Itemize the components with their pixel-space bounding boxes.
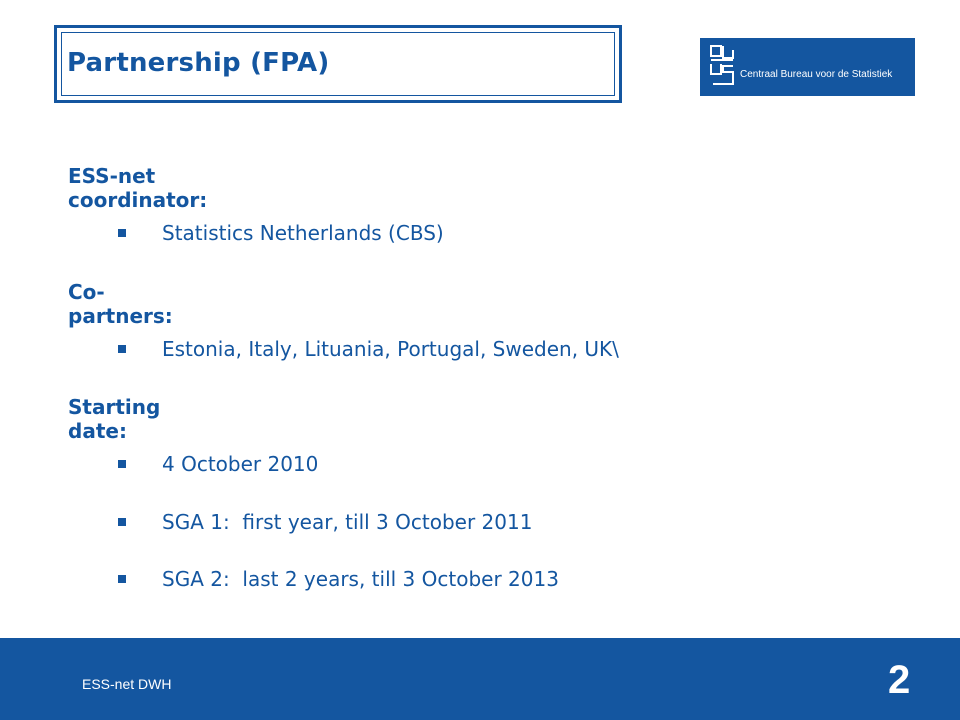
square-bullet-icon bbox=[118, 575, 126, 583]
bullet-copartners bbox=[118, 337, 619, 361]
bullet-text: SGA 1: first year, till 3 October 2011 bbox=[162, 510, 533, 534]
square-bullet-icon bbox=[118, 518, 126, 526]
bullet-text: Estonia, Italy, Lituania, Portugal, Sweden, UK\ bbox=[162, 337, 619, 361]
bullet-text: Statistics Netherlands (CBS) bbox=[162, 221, 444, 245]
bullet-sga1 bbox=[118, 510, 532, 534]
square-bullet-icon bbox=[118, 460, 126, 468]
bullet-text: SGA 2: last 2 years, till 3 October 2013 bbox=[162, 567, 559, 591]
bullet-sga2 bbox=[118, 567, 559, 591]
heading-starting-date: Starting date: bbox=[68, 395, 161, 443]
slide-title-box bbox=[54, 25, 622, 103]
square-bullet-icon bbox=[118, 229, 126, 237]
bullet-coordinator bbox=[118, 221, 444, 245]
footer-label: ESS-net DWH bbox=[82, 676, 172, 692]
cbs-logo bbox=[700, 38, 915, 96]
heading-copartners: Co-partners: bbox=[68, 280, 173, 328]
cbs-logo-text: Centraal Bureau voor de Statistiek bbox=[740, 69, 893, 80]
bullet-start-date bbox=[118, 452, 318, 476]
cbs-logo-mark-icon bbox=[709, 44, 735, 88]
footer-bar bbox=[0, 638, 960, 720]
bullet-text: 4 October 2010 bbox=[162, 452, 319, 476]
square-bullet-icon bbox=[118, 345, 126, 353]
heading-coordinator: ESS-net coordinator: bbox=[68, 164, 208, 212]
page-number: 2 bbox=[888, 658, 911, 702]
slide-title: Partnership (FPA) bbox=[67, 48, 330, 78]
